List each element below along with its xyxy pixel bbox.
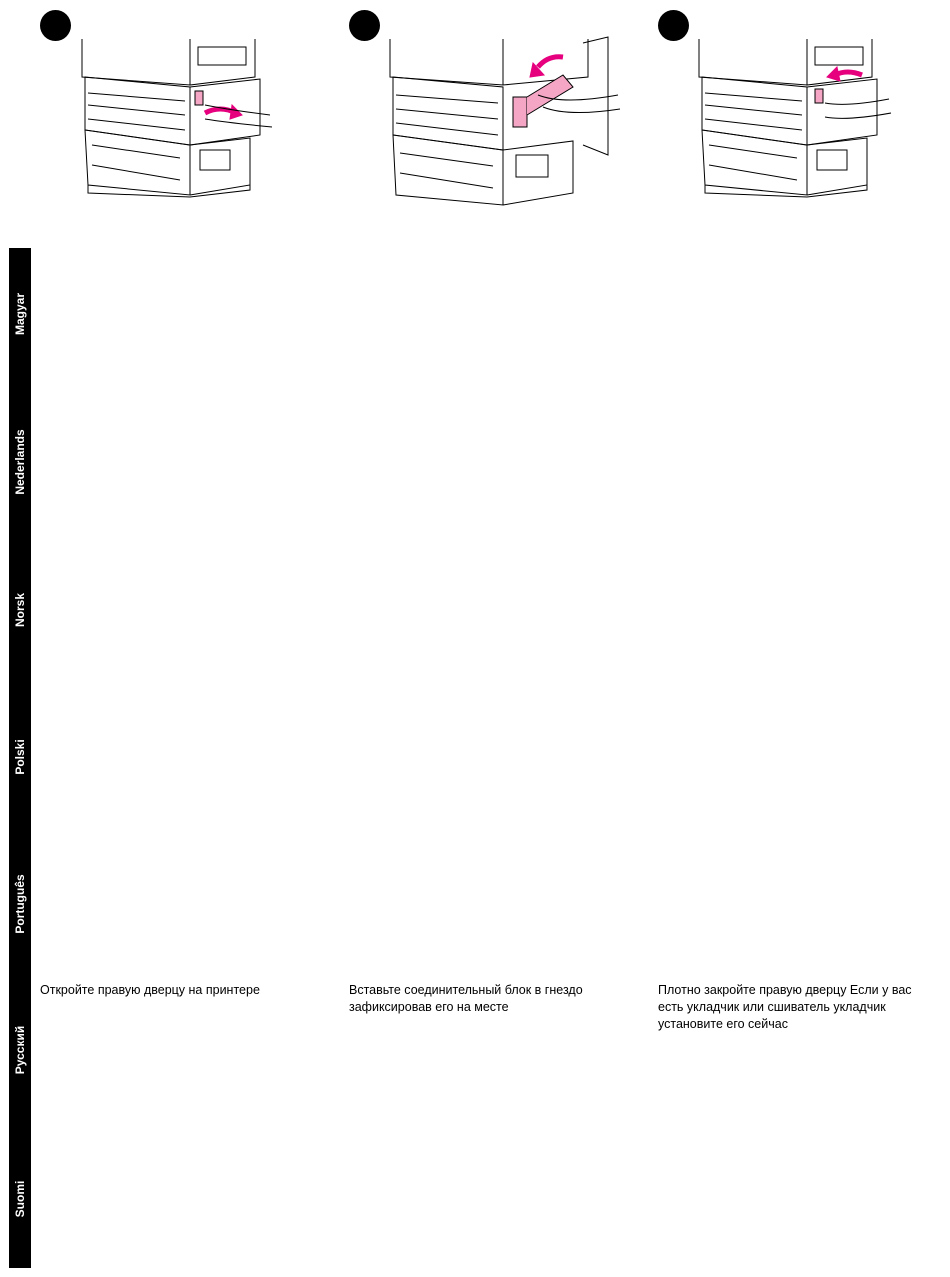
language-tab-polski: Polski <box>13 739 27 775</box>
step-3-instruction: Плотно закройте правую дверцу Если у вас есть укладчик или сшиватель укладчик установите его сейчас <box>658 983 912 1031</box>
language-tab-suomi: Suomi <box>13 1180 27 1218</box>
language-tab-nederlands: Nederlands <box>13 429 27 495</box>
step-3-number-badge <box>658 10 689 41</box>
language-tab-portugues: Português <box>13 874 27 934</box>
language-tab-norsk: Norsk <box>13 592 27 628</box>
step-1-instruction: Откройте правую дверцу на принтере <box>40 983 260 997</box>
step-2-instruction: Вставьте соединительный блок в гнездо зафиксировав его на месте <box>349 983 583 1014</box>
printer-open-door-illustration <box>80 35 280 200</box>
printer-insert-connector-illustration <box>388 35 623 210</box>
step-1-number-badge <box>40 10 71 41</box>
printer-close-door-illustration <box>697 35 897 200</box>
language-tab-magyar: Magyar <box>13 292 27 336</box>
step-2-number-badge <box>349 10 380 41</box>
language-tab-russian: Русский <box>13 1025 27 1075</box>
